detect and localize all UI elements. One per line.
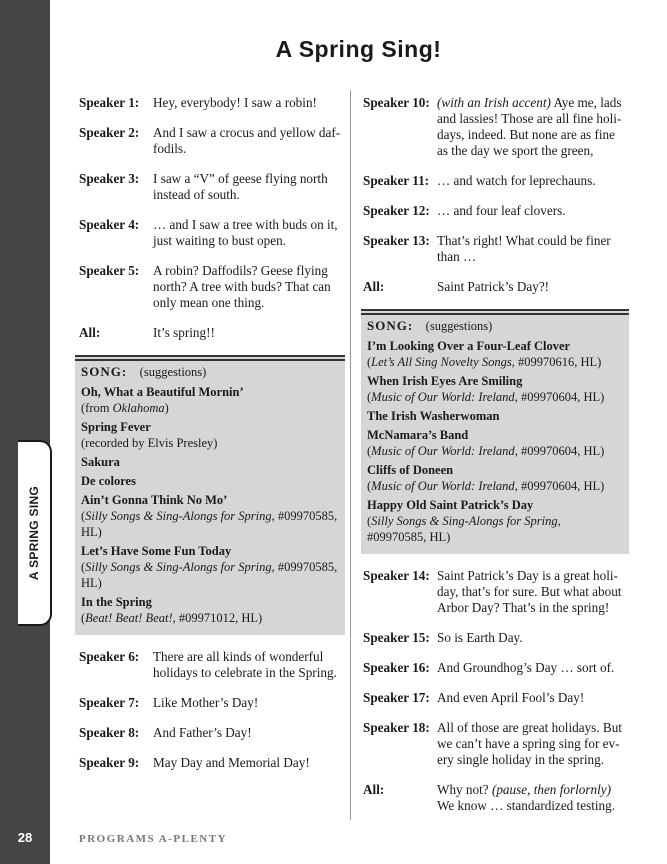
dialogue-line [79,725,345,741]
song-note: (suggestions) [425,319,493,333]
song-source-pre: ( [367,355,372,369]
dialogue-text: A robin? Daffodils? Geese flying north? A tree with buds? That can only mean one thing. [153,263,331,310]
song-item [81,492,339,540]
song-title: In the Spring [81,595,152,609]
song-source-pre: ( [367,479,372,493]
speaker-label: All: [363,782,385,797]
song-source [81,435,339,451]
dialogue-line [363,95,629,159]
song-header [81,364,339,380]
dialogue-line [363,690,629,706]
dialogue-line [79,95,345,111]
song-source-pre: (from [81,401,113,415]
song-source [81,400,339,416]
song-source-post: , #09970585, HL) [81,509,338,539]
song-source [81,559,339,591]
dialogue-text: There are all kinds of wonderful holidays to celebrate in the Spring. [153,649,337,680]
dialogue-line [363,630,629,646]
dialogue-text: So is Earth Day. [437,630,523,645]
dialogue-line [79,755,345,771]
song-title: Ain’t Gonna Think No Mo’ [81,493,228,507]
song-source-title: Let’s All Sing Novelty Songs [371,355,512,369]
dialogue-text: … and watch for leprechauns. [437,173,596,188]
dialogue-line [363,720,629,768]
dialogue-text: It’s spring!! [153,325,215,340]
song-label: SONG: [81,364,128,379]
song-source-post: , #09970585, HL) [367,514,561,544]
song-item [367,338,623,370]
song-item [367,427,623,459]
speaker-label: Speaker 5: [79,263,140,278]
song-source-title: Music of Our World: Ireland [371,444,515,458]
song-item [367,373,623,405]
song-source [367,443,623,459]
section-tab [18,440,52,626]
song-source [367,389,623,405]
page-title: A Spring Sing! [275,36,442,62]
song-title: Oh, What a Beautiful Mornin’ [81,385,244,399]
speaker-label: Speaker 3: [79,171,140,186]
speaker-label: Speaker 11: [363,173,430,188]
song-source-title: Silly Songs & Sing-Alongs for Spring [85,560,272,574]
speaker-label: Speaker 8: [79,725,140,740]
song-label: SONG: [367,318,414,333]
song-source-post: , #09970604, HL) [514,444,605,458]
song-title: The Irish Washerwoman [367,409,500,423]
dialogue-line [363,279,629,295]
speaker-label: Speaker 2: [79,125,140,140]
dialogue-group-left-top [79,95,345,341]
song-source [81,508,339,540]
song-source-post: , #09970604, HL) [514,479,605,493]
song-source-title: Oklahoma [112,401,165,415]
speaker-label: Speaker 13: [363,233,430,248]
dialogue-text: Saint Patrick’s Day is a great holi-day, that’s for sure. But what about Arbor Day? That’s in the spring! [437,568,622,615]
speaker-label: All: [363,279,385,294]
song-item [367,497,623,545]
dialogue-text [437,782,629,814]
song-source-pre: ( [81,611,86,625]
song-source-post: , #09970604, HL) [514,390,605,404]
speaker-label: Speaker 9: [79,755,140,770]
speaker-label: Speaker 1: [79,95,140,110]
dialogue-text: And Groundhog’s Day … sort of. [437,660,615,675]
song-title: Let’s Have Some Fun Today [81,544,232,558]
dialogue-line [79,695,345,711]
dialogue-line [79,217,345,249]
dialogue-text [437,95,629,159]
speaker-label: Speaker 12: [363,203,430,218]
song-title: I’m Looking Over a Four-Leaf Clover [367,339,571,353]
dialogue-line [363,568,629,616]
song-source-pre: ( [367,444,372,458]
speaker-label: Speaker 17: [363,690,430,705]
song-title: Cliffs of Doneen [367,463,454,477]
dialogue-text: And I saw a crocus and yellow daf-fodils. [153,125,341,156]
dialogue-line [363,233,629,265]
song-source [367,513,623,545]
song-item [81,543,339,591]
song-source-post: ) [164,401,169,415]
song-title: When Irish Eyes Are Smiling [367,374,523,388]
dialogue-line [79,171,345,203]
speaker-label: Speaker 16: [363,660,430,675]
footer-title: PROGRAMS A-PLENTY [79,833,228,845]
dialogue-text: I saw a “V” of geese flying north instead of south. [153,171,328,202]
song-source-title: Beat! Beat! Beat! [85,611,173,625]
song-item [367,408,623,424]
song-source-title: Silly Songs & Sing-Alongs for Spring [85,509,272,523]
song-title: Sakura [81,455,120,469]
song-item [367,462,623,494]
column-divider [350,90,351,820]
dialogue-line [79,263,345,311]
song-source-pre: (recorded by Elvis Presley) [81,436,218,450]
song-item [81,419,339,451]
song-source-pre: ( [367,390,372,404]
song-header [367,318,623,334]
song-source-pre: ( [81,509,86,523]
song-source-post: , #09970585, HL) [81,560,338,590]
dialogue-text: … and I saw a tree with buds on it, just waiting to bust open. [153,217,338,248]
speaker-label: Speaker 4: [79,217,140,232]
dialogue-text: And even April Fool’s Day! [437,690,585,705]
speaker-label: Speaker 7: [79,695,140,710]
dialogue-text: Hey, everybody! I saw a robin! [153,95,317,110]
speaker-label: All: [79,325,101,340]
dialogue-group-left-bottom [79,649,345,771]
left-column [79,95,345,785]
right-column [363,95,629,828]
speaker-label: Speaker 14: [363,568,430,583]
dialogue-line [363,782,629,814]
dialogue-line [363,203,629,219]
song-suggestions-box [361,309,629,554]
dialogue-text: And Father’s Day! [153,725,252,740]
dialogue-text: Like Mother’s Day! [153,695,259,710]
song-source-pre: ( [367,514,372,528]
dialogue-text-body: Aye me, lads and lassies! Those are all fine holi-days, indeed. But none are as fine as the day we sport the green, [437,95,622,158]
song-source-title: Music of Our World: Ireland [371,390,515,404]
song-source [367,478,623,494]
speaker-label: Speaker 18: [363,720,430,735]
dialogue-text-pre: Why not? [437,782,492,797]
stage-direction: (pause, then forlornly) [491,782,611,797]
song-title: De colores [81,474,136,488]
song-source-title: Silly Songs & Sing-Alongs for Spring [371,514,558,528]
song-item [81,384,339,416]
dialogue-line [363,660,629,676]
song-source-title: Music of Our World: Ireland [371,479,515,493]
song-item [81,454,339,470]
song-title: Happy Old Saint Patrick’s Day [367,498,534,512]
dialogue-text: All of those are great holidays. But we can’t have a spring sing for ev-ery single holiday in the spring. [437,720,622,767]
sidebar [0,0,50,864]
dialogue-group-right-bottom [363,568,629,814]
song-item [81,473,339,489]
song-source-post: , #09971012, HL) [172,611,263,625]
speaker-label: Speaker 6: [79,649,140,664]
dialogue-line [363,173,629,189]
song-suggestions-box [75,355,345,635]
song-source [81,610,339,626]
dialogue-text: May Day and Memorial Day! [153,755,310,770]
dialogue-text: Saint Patrick’s Day?! [437,279,550,294]
song-source-pre: ( [81,560,86,574]
song-source-post: , #09970616, HL) [511,355,602,369]
dialogue-group-right-top [363,95,629,295]
speaker-label: Speaker 15: [363,630,430,645]
song-title: Spring Fever [81,420,151,434]
dialogue-line [79,325,345,341]
song-note: (suggestions) [139,365,207,379]
section-tab-label: A SPRING SING [27,485,41,581]
song-title: McNamara’s Band [367,428,469,442]
song-item [81,594,339,626]
dialogue-text: That’s right! What could be finer than … [437,233,611,264]
dialogue-text-post: We know … standardized testing. [437,798,616,813]
page-number: 28 [17,830,33,845]
stage-direction: (with an Irish accent) [437,95,551,110]
dialogue-line [79,649,345,681]
dialogue-line [79,125,345,157]
dialogue-text: … and four leaf clovers. [437,203,566,218]
speaker-label: Speaker 10: [363,95,430,110]
song-source [367,354,623,370]
